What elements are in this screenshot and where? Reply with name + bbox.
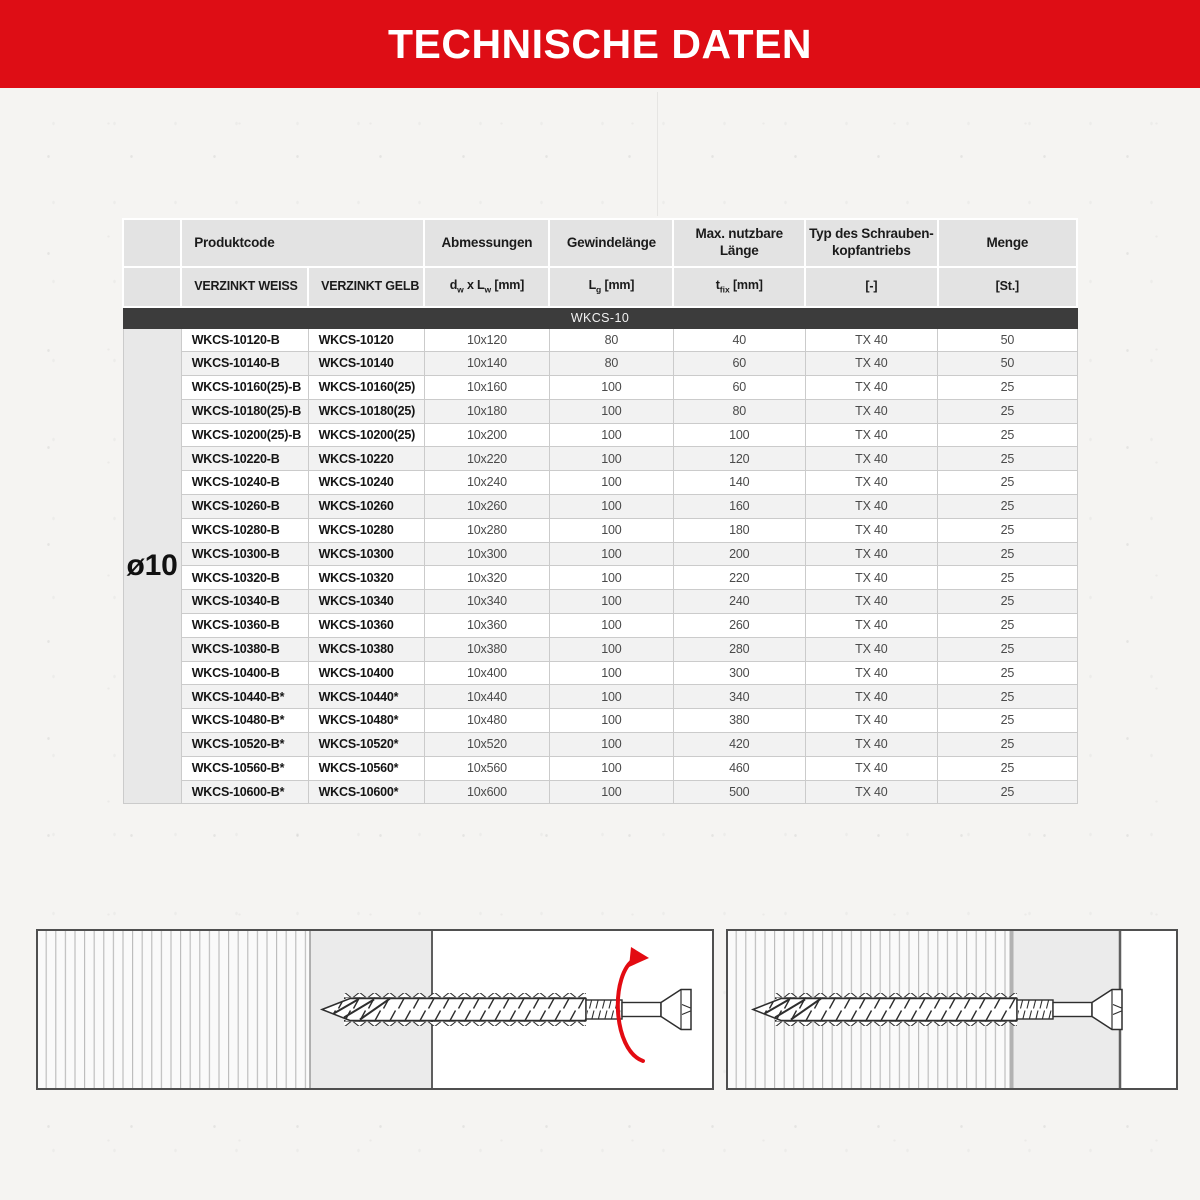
paper-crease [657, 92, 658, 216]
product-code-yellow: WKCS-10220 [308, 447, 424, 471]
quantity: 25 [938, 685, 1077, 709]
drive-type: TX 40 [805, 780, 938, 804]
product-code-yellow: WKCS-10480* [308, 709, 424, 733]
tech-data-table [122, 218, 1078, 804]
thread-length: 100 [549, 614, 673, 638]
max-usable-length: 260 [673, 614, 805, 638]
max-usable-length: 500 [673, 780, 805, 804]
product-code-yellow: WKCS-10140 [308, 352, 424, 376]
drive-type: TX 40 [805, 328, 938, 352]
drive-type: TX 40 [805, 590, 938, 614]
thread-length: 100 [549, 685, 673, 709]
max-usable-length: 60 [673, 376, 805, 400]
header-abmessungen: Abmessungen [424, 219, 549, 267]
product-code-yellow: WKCS-10200(25) [308, 423, 424, 447]
quantity: 25 [938, 756, 1077, 780]
quantity: 25 [938, 733, 1077, 757]
product-code-white: WKCS-10340-B [181, 590, 308, 614]
drive-type: TX 40 [805, 399, 938, 423]
header-row-1 [123, 219, 1077, 267]
quantity: 25 [938, 447, 1077, 471]
product-code-yellow: WKCS-10280 [308, 518, 424, 542]
thread-length: 100 [549, 756, 673, 780]
header-menge: Menge [938, 219, 1077, 267]
thread-length: 100 [549, 780, 673, 804]
max-usable-length: 80 [673, 399, 805, 423]
product-code-yellow: WKCS-10560* [308, 756, 424, 780]
dimensions: 10x480 [424, 709, 549, 733]
thread-length: 100 [549, 471, 673, 495]
product-code-yellow: WKCS-10400 [308, 661, 424, 685]
dimensions: 10x200 [424, 423, 549, 447]
dimensions: 10x380 [424, 637, 549, 661]
max-usable-length: 200 [673, 542, 805, 566]
subheader-tfix-unit: $t_{fix}$ [mm] [673, 267, 805, 307]
quantity: 25 [938, 590, 1077, 614]
product-code-white: WKCS-10180(25)-B [181, 399, 308, 423]
header-gewindelaenge: Gewindelänge [549, 219, 673, 267]
product-code-white: WKCS-10380-B [181, 637, 308, 661]
subheader-gewinde-unit: $L_g$ [mm] [549, 267, 673, 307]
table-row [123, 661, 1077, 685]
quantity: 50 [938, 352, 1077, 376]
thread-length: 100 [549, 376, 673, 400]
table-row [123, 399, 1077, 423]
quantity: 25 [938, 614, 1077, 638]
product-code-white: WKCS-10120-B [181, 328, 308, 352]
quantity: 25 [938, 566, 1077, 590]
product-code-white: WKCS-10400-B [181, 661, 308, 685]
quantity: 25 [938, 423, 1077, 447]
subheader-menge-unit: [St.] [938, 267, 1077, 307]
table-row [123, 328, 1077, 352]
table-row [123, 637, 1077, 661]
diameter-group-label: ø10 [123, 328, 181, 804]
table-row [123, 709, 1077, 733]
drive-type: TX 40 [805, 733, 938, 757]
product-code-yellow: WKCS-10320 [308, 566, 424, 590]
dimensions: 10x140 [424, 352, 549, 376]
drive-type: TX 40 [805, 614, 938, 638]
max-usable-length: 100 [673, 423, 805, 447]
product-code-yellow: WKCS-10360 [308, 614, 424, 638]
max-usable-length: 180 [673, 518, 805, 542]
dimensions: 10x440 [424, 685, 549, 709]
max-usable-length: 240 [673, 590, 805, 614]
drive-type: TX 40 [805, 471, 938, 495]
quantity: 25 [938, 518, 1077, 542]
thread-length: 100 [549, 590, 673, 614]
thread-length: 100 [549, 733, 673, 757]
dimensions: 10x400 [424, 661, 549, 685]
product-code-yellow: WKCS-10520* [308, 733, 424, 757]
table-row [123, 423, 1077, 447]
product-code-white: WKCS-10260-B [181, 495, 308, 519]
drive-type: TX 40 [805, 661, 938, 685]
product-code-white: WKCS-10160(25)-B [181, 376, 308, 400]
screw-driving-illustration [36, 929, 714, 1090]
title-banner [0, 0, 1200, 88]
subheader-abmessungen-unit: $d_w$ x $L_w$ [mm] [424, 267, 549, 307]
max-usable-length: 460 [673, 756, 805, 780]
table-row [123, 566, 1077, 590]
drive-type: TX 40 [805, 447, 938, 471]
header-max-nutzbare-laenge: Max. nutzbare Länge [673, 219, 805, 267]
drive-type: TX 40 [805, 423, 938, 447]
product-code-white: WKCS-10560-B* [181, 756, 308, 780]
subheader-antrieb-unit: [-] [805, 267, 938, 307]
thread-length: 100 [549, 399, 673, 423]
quantity: 50 [938, 328, 1077, 352]
drive-type: TX 40 [805, 518, 938, 542]
thread-length: 100 [549, 566, 673, 590]
quantity: 25 [938, 661, 1077, 685]
table-row [123, 518, 1077, 542]
thread-length: 100 [549, 661, 673, 685]
max-usable-length: 140 [673, 471, 805, 495]
subheader-verzinkt-weiss: VERZINKT WEISS [181, 267, 308, 307]
page-title: TECHNISCHE DATEN [387, 20, 813, 67]
product-code-white: WKCS-10240-B [181, 471, 308, 495]
table-body [123, 307, 1077, 804]
product-code-white: WKCS-10520-B* [181, 733, 308, 757]
product-code-yellow: WKCS-10160(25) [308, 376, 424, 400]
max-usable-length: 420 [673, 733, 805, 757]
thread-length: 100 [549, 495, 673, 519]
section-band-row [123, 307, 1077, 328]
product-code-white: WKCS-10280-B [181, 518, 308, 542]
thread-length: 100 [549, 542, 673, 566]
quantity: 25 [938, 376, 1077, 400]
drive-type: TX 40 [805, 756, 938, 780]
quantity: 25 [938, 542, 1077, 566]
dimensions: 10x320 [424, 566, 549, 590]
thread-length: 100 [549, 637, 673, 661]
table-row [123, 614, 1077, 638]
drive-type: TX 40 [805, 542, 938, 566]
product-code-white: WKCS-10300-B [181, 542, 308, 566]
header-row-2 [123, 267, 1077, 307]
dimensions: 10x160 [424, 376, 549, 400]
table-row [123, 542, 1077, 566]
dimensions: 10x180 [424, 399, 549, 423]
header-empty-cell [123, 219, 181, 267]
product-code-white: WKCS-10140-B [181, 352, 308, 376]
max-usable-length: 220 [673, 566, 805, 590]
table-row [123, 685, 1077, 709]
table-row [123, 376, 1077, 400]
max-usable-length: 300 [673, 661, 805, 685]
max-usable-length: 60 [673, 352, 805, 376]
quantity: 25 [938, 495, 1077, 519]
drive-type: TX 40 [805, 637, 938, 661]
max-usable-length: 40 [673, 328, 805, 352]
product-code-white: WKCS-10480-B* [181, 709, 308, 733]
product-code-yellow: WKCS-10120 [308, 328, 424, 352]
product-code-yellow: WKCS-10380 [308, 637, 424, 661]
dimensions: 10x560 [424, 756, 549, 780]
max-usable-length: 280 [673, 637, 805, 661]
quantity: 25 [938, 471, 1077, 495]
table-row [123, 590, 1077, 614]
product-code-white: WKCS-10220-B [181, 447, 308, 471]
max-usable-length: 160 [673, 495, 805, 519]
table-row [123, 471, 1077, 495]
thread-length: 80 [549, 352, 673, 376]
product-code-yellow: WKCS-10340 [308, 590, 424, 614]
header-antrieb: Typ des Schrauben- kopfantriebs [805, 219, 938, 267]
thread-length: 100 [549, 709, 673, 733]
drive-type: TX 40 [805, 376, 938, 400]
product-code-yellow: WKCS-10300 [308, 542, 424, 566]
table-row [123, 756, 1077, 780]
table-row [123, 780, 1077, 804]
quantity: 25 [938, 780, 1077, 804]
dimensions: 10x520 [424, 733, 549, 757]
dimensions: 10x300 [424, 542, 549, 566]
product-code-yellow: WKCS-10260 [308, 495, 424, 519]
header-produktcode: Produktcode [181, 219, 424, 267]
section-band-label: WKCS-10 [123, 307, 1077, 328]
drive-type: TX 40 [805, 566, 938, 590]
drive-type: TX 40 [805, 685, 938, 709]
table-row [123, 447, 1077, 471]
dimensions: 10x240 [424, 471, 549, 495]
max-usable-length: 340 [673, 685, 805, 709]
product-code-white: WKCS-10200(25)-B [181, 423, 308, 447]
table-row [123, 352, 1077, 376]
max-usable-length: 120 [673, 447, 805, 471]
product-code-white: WKCS-10600-B* [181, 780, 308, 804]
table-row [123, 733, 1077, 757]
dimensions: 10x120 [424, 328, 549, 352]
dimensions: 10x340 [424, 590, 549, 614]
product-code-yellow: WKCS-10180(25) [308, 399, 424, 423]
dimensions: 10x260 [424, 495, 549, 519]
drive-type: TX 40 [805, 495, 938, 519]
table-row [123, 495, 1077, 519]
product-code-white: WKCS-10440-B* [181, 685, 308, 709]
dimensions: 10x220 [424, 447, 549, 471]
thread-length: 100 [549, 447, 673, 471]
subheader-empty-cell [123, 267, 181, 307]
thread-length: 100 [549, 518, 673, 542]
dimensions: 10x280 [424, 518, 549, 542]
thread-length: 80 [549, 328, 673, 352]
tech-data-table-wrap [122, 218, 1078, 804]
dimensions: 10x600 [424, 780, 549, 804]
product-code-yellow: WKCS-10240 [308, 471, 424, 495]
thread-length: 100 [549, 423, 673, 447]
product-code-white: WKCS-10360-B [181, 614, 308, 638]
product-code-white: WKCS-10320-B [181, 566, 308, 590]
quantity: 25 [938, 399, 1077, 423]
drive-type: TX 40 [805, 352, 938, 376]
product-code-yellow: WKCS-10600* [308, 780, 424, 804]
max-usable-length: 380 [673, 709, 805, 733]
quantity: 25 [938, 637, 1077, 661]
quantity: 25 [938, 709, 1077, 733]
dimensions: 10x360 [424, 614, 549, 638]
drive-type: TX 40 [805, 709, 938, 733]
subheader-verzinkt-gelb: VERZINKT GELB [308, 267, 424, 307]
product-code-yellow: WKCS-10440* [308, 685, 424, 709]
screw-driven-flush-illustration [726, 929, 1178, 1090]
